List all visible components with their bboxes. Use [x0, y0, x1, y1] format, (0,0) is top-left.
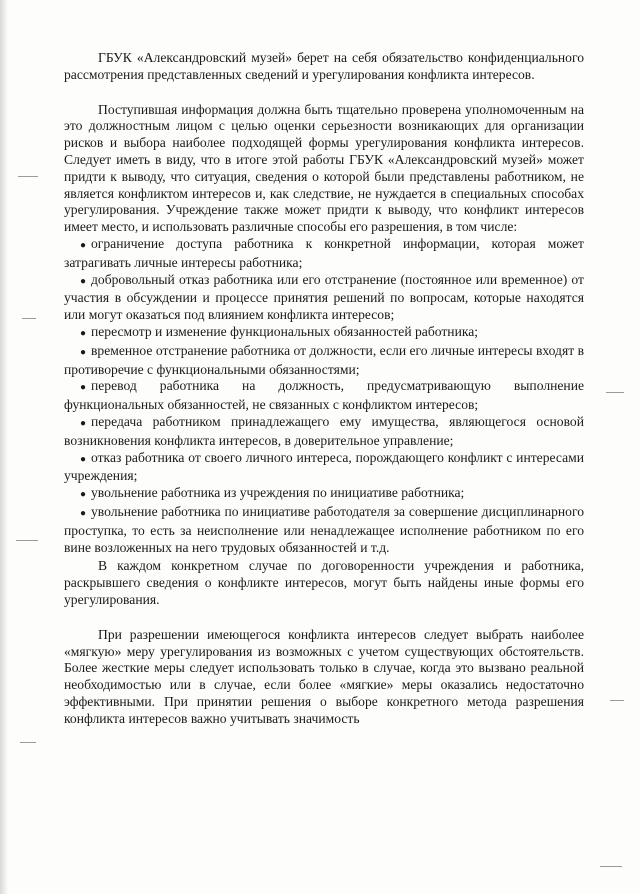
bullet-icon: ●	[80, 275, 87, 287]
document-body	[64, 50, 584, 727]
list-item: ● увольнение работника по инициативе работодателя за совершение дисциплинарного проступка, то есть за неисполнение или ненадлежащее исполнение работником по его вине возложенных на него трудовых обязанностей и т.д.	[64, 503, 584, 555]
list-item: ● добровольный отказ работника или его отстранение (постоянное или временное) от участия в обсуждении и процессе принятия решений по вопросам, которые находятся или могут оказаться под влиянием конфликта интересов;	[64, 271, 584, 323]
bullet-icon: ●	[80, 327, 87, 339]
bullet-icon: ●	[80, 507, 87, 519]
bullet-icon: ●	[80, 417, 87, 429]
paragraph-verification: Поступившая информация должна быть тщательно проверена уполномоченным на это должностным лицом с целью оценки серьезности возникающих для организации рисков и выбора наиболее подходящей формы урегулирования конфликта интересов. Следует иметь в виду, что в итоге этой работы ГБУК «Александровский музей» может придти к выводу, что ситуация, сведения о которой были представлены работником, не является конфликтом интересов и, как следствие, не нуждается в специальных способах урегулирования. Учреждение также может придти к выводу, что конфликт интересов имеет место, и использовать различные способы его разрешения, в том числе:	[64, 101, 584, 235]
scan-speck	[22, 318, 36, 319]
scan-edge-shadow	[0, 0, 8, 894]
paragraph-other-forms: В каждом конкретном случае по договоренности учреждения и работника, раскрывшего сведения о конфликте интересов, могут быть найдены иные формы его урегулирования.	[64, 558, 584, 607]
scan-speck	[18, 176, 38, 177]
list-item: ● передача работником принадлежащего ему имущества, являющегося основой возникновения конфликта интересов, в доверительное управление;	[64, 413, 584, 448]
list-item: ● временное отстранение работника от должности, если его личные интересы входят в противоречие с функциональными обязанностями;	[64, 342, 584, 377]
list-item: ● пересмотр и изменение функциональных обязанностей работника;	[64, 324, 584, 343]
scan-speck	[20, 742, 36, 743]
paragraph-soft-measure: При разрешении имеющегося конфликта интересов следует выбрать наиболее «мягкую» меру урегулирования из возможных с учетом существующих обстоятельств. Более жесткие меры следует использовать только в случае, когда это вызвано реальной необходимостью или в случае, если более «мягкие» меры оказались недостаточно эффективными. При принятии решения о выборе конкретного метода разрешения конфликта интересов важно учитывать значимость	[64, 626, 584, 726]
list-item: ● ограничение доступа работника к конкретной информации, которая может затрагивать личные интересы работника;	[64, 235, 584, 270]
bullet-icon: ●	[80, 382, 87, 394]
measures-list	[64, 236, 584, 556]
scan-speck	[606, 392, 624, 393]
bullet-icon: ●	[80, 453, 87, 465]
bullet-icon: ●	[80, 239, 87, 251]
paragraph-confidentiality: ГБУК «Александровский музей» берет на себя обязательство конфиденциального рассмотрения представленных сведений и урегулирования конфликта интересов.	[64, 50, 584, 82]
list-item: ● перевод работника на должность, предусматривающую выполнение функциональных обязанностей, не связанных с конфликтом интересов;	[64, 378, 584, 413]
list-item: ● отказ работника от своего личного интереса, порождающего конфликт с интересами учреждения;	[64, 449, 584, 484]
bullet-icon: ●	[80, 346, 87, 358]
bullet-icon: ●	[80, 489, 87, 501]
scan-speck	[610, 700, 624, 701]
scan-speck	[16, 540, 38, 541]
list-item: ● увольнение работника из учреждения по инициативе работника;	[64, 485, 584, 504]
scan-speck	[600, 866, 622, 867]
